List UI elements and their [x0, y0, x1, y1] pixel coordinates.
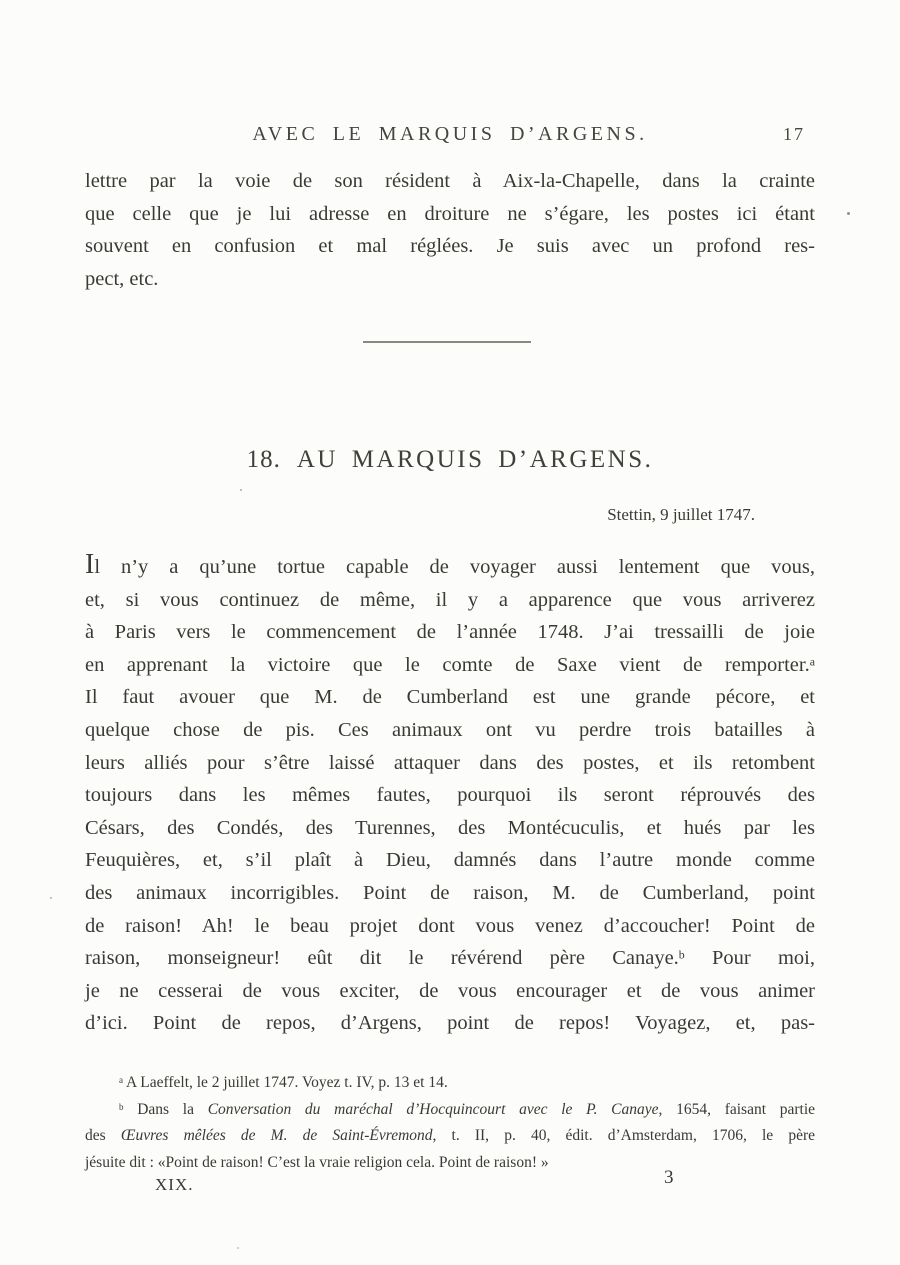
text-line — [85, 1007, 815, 1040]
footnote-marker: a — [119, 1074, 123, 1085]
text-line — [85, 681, 815, 714]
text-line — [85, 584, 815, 617]
text-segment: Feuquières, et, s’il plaît à Dieu, damnés dans l’autre monde comme — [85, 849, 815, 872]
text-segment: de raison! Ah! le beau projet dont vous venez d’accoucher! Point de — [85, 914, 815, 937]
text-segment: A Laeffelt, le 2 juillet 1747. Voyez t. IV, p. 13 et 14. — [123, 1074, 448, 1091]
footnotes — [85, 1070, 815, 1176]
text-line — [85, 747, 815, 780]
text-line — [85, 1123, 815, 1150]
scan-speck — [240, 489, 242, 491]
text-segment: quelque chose de pis. Ces animaux ont vu perdre trois batailles à — [85, 718, 815, 741]
text-line — [85, 1150, 815, 1177]
text-line — [85, 910, 815, 943]
footnote-marker: a — [809, 654, 815, 669]
section-number: 18. — [246, 446, 281, 473]
intro-paragraph — [85, 165, 815, 295]
running-header — [85, 123, 815, 146]
text-segment: à Paris vers le commencement de l’année 1748. J’ai tressailli de joie — [85, 621, 815, 644]
text-segment: pect, etc. — [85, 267, 159, 290]
text-segment: souvent en confusion et mal réglées. Je suis avec un profond res- — [85, 235, 815, 257]
text-segment: Pour moi, — [684, 947, 815, 970]
text-segment: Œuvres mêlées de M. de Saint-Évremond — [120, 1127, 433, 1144]
text-segment: d’ici. Point de repos, d’Argens, point de repos! Voyagez, et, pas- — [85, 1012, 815, 1035]
letter-body — [85, 551, 815, 1040]
footnote-marker: b — [119, 1101, 124, 1112]
text-line — [85, 844, 815, 877]
text-line — [85, 263, 815, 296]
text-line — [85, 616, 815, 649]
page-number: 17 — [783, 124, 805, 144]
text-line — [85, 1070, 815, 1097]
text-segment: lettre par la voie de son résident à Aix-la-Chapelle, dans la crainte — [85, 170, 815, 192]
text-line — [85, 649, 815, 682]
section-heading — [85, 446, 815, 474]
text-line — [85, 551, 815, 584]
footnote-marker: b — [678, 947, 685, 962]
text-segment: jésuite dit : «Point de raison! C’est la vraie religion cela. Point de raison! » — [85, 1153, 549, 1171]
text-line — [85, 975, 815, 1008]
text-line — [85, 942, 815, 975]
text-line — [85, 714, 815, 747]
text-line — [85, 230, 815, 263]
volume-signature: XIX. — [155, 1175, 194, 1194]
text-line — [85, 779, 815, 812]
text-line — [85, 1097, 815, 1124]
text-line — [85, 198, 815, 231]
text-segment: en apprenant la victoire que le comte de Saxe vient de remporter. — [85, 653, 810, 676]
text-segment: et, si vous continuez de même, il y a apparence que vous arriverez — [85, 588, 815, 611]
text-line — [85, 165, 815, 198]
text-segment: Césars, des Condés, des Turennes, des Montécuculis, et hués par les — [85, 816, 815, 839]
text-segment: Dans la — [123, 1100, 208, 1118]
scan-speck — [50, 897, 52, 899]
running-header-title: AVEC LE MARQUIS D’ARGENS. — [252, 123, 648, 145]
section-divider — [363, 341, 531, 343]
text-segment: que celle que je lui adresse en droiture ne s’égare, les postes ici étant — [85, 202, 815, 225]
scan-speck — [847, 212, 850, 215]
sheet-number: 3 — [664, 1167, 674, 1188]
text-segment: l n’y a qu’une tortue capable de voyager aussi lentement que vous, — [94, 556, 815, 578]
text-segment: raison, monseigneur! eût dit le révérend père Canaye. — [85, 947, 679, 970]
text-segment: des animaux incorrigibles. Point de raison, M. de Cumberland, point — [85, 881, 815, 904]
text-segment: je ne cesserai de vous exciter, de vous encourager et de vous animer — [85, 979, 815, 1002]
text-segment: , t. II, p. 40, édit. d’Amsterdam, 1706, le père — [432, 1127, 815, 1144]
text-segment: des — [85, 1127, 121, 1144]
text-line — [85, 877, 815, 910]
text-segment: Il faut avouer que M. de Cumberland est une grande pécore, et — [85, 686, 815, 709]
text-segment: Conversation du maréchal d’Hocquincourt avec le P. Canaye — [207, 1100, 659, 1118]
text-line — [85, 812, 815, 845]
text-segment: toujours dans les mêmes fautes, pourquoi ils seront réprouvés des — [85, 784, 815, 807]
text-segment: , 1654, faisant partie — [658, 1100, 815, 1118]
scan-speck — [237, 1247, 239, 1249]
text-segment: leurs alliés pour s’être laissé attaquer dans des postes, et ils retombent — [85, 751, 815, 774]
section-title: AU MARQUIS D’ARGENS. — [296, 446, 654, 473]
text-segment: I — [85, 549, 95, 580]
dateline: Stettin, 9 juillet 1747. — [607, 505, 755, 524]
